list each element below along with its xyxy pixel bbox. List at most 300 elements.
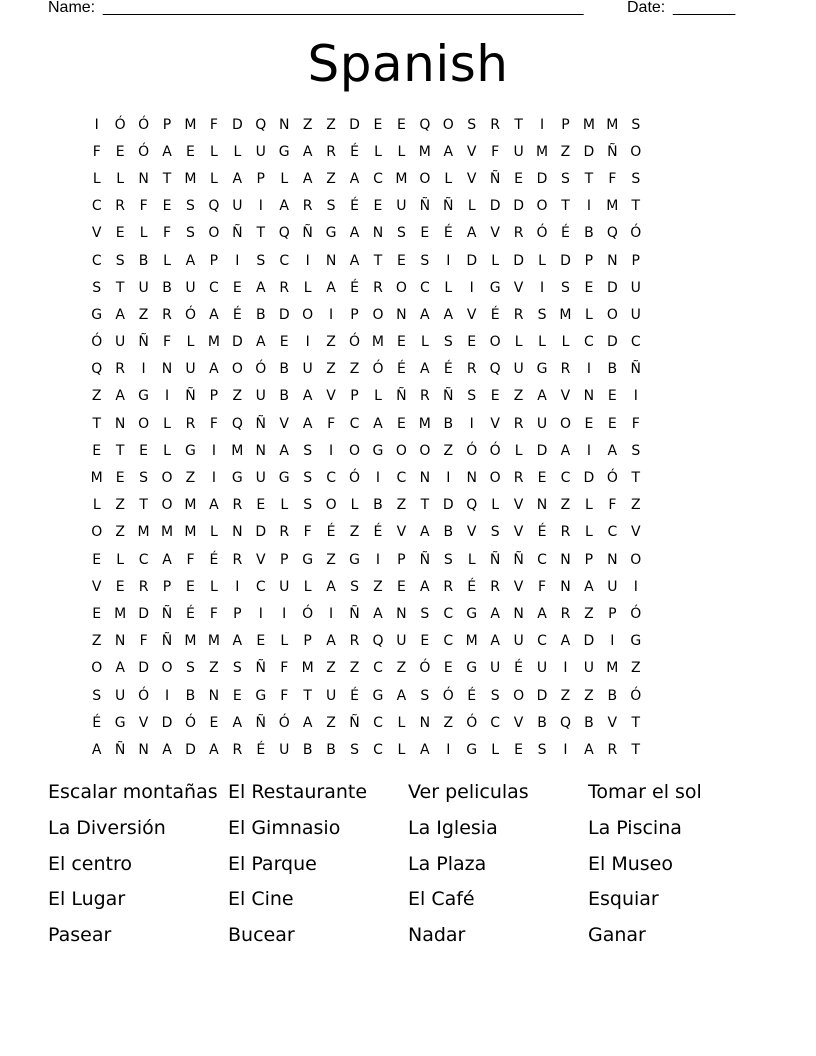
grid-letter: A [560, 442, 571, 459]
grid-letter: A [326, 578, 336, 595]
grid-letter: B [373, 497, 383, 514]
grid-letter: L [491, 497, 500, 514]
grid-letter: Ñ [349, 605, 360, 622]
grid-letter: T [256, 225, 266, 242]
grid-letter: L [163, 415, 171, 432]
grid-letter: I [586, 442, 591, 459]
grid-letter: G [114, 714, 126, 731]
grid-letter: D [489, 198, 501, 215]
grid-letter: L [116, 551, 125, 568]
grid-row [85, 546, 735, 573]
grid-letter: F [163, 225, 172, 242]
grid-letter: É [467, 578, 477, 595]
grid-letter: U [513, 633, 524, 650]
grid-letter: L [210, 578, 218, 595]
grid-letter: Ñ [232, 225, 243, 242]
grid-letter: U [185, 361, 196, 378]
grid-letter: A [584, 578, 594, 595]
grid-letter: É [326, 524, 336, 541]
grid-letter: M [184, 497, 197, 514]
grid-letter: C [584, 334, 594, 351]
grid-letter: M [114, 605, 127, 622]
grid-letter: A [115, 306, 125, 323]
grid-letter: D [606, 334, 618, 351]
grid-letter: Ó [630, 687, 642, 704]
grid-letter: É [490, 306, 500, 323]
grid-letter: Ó [536, 225, 548, 242]
grid-letter: É [186, 605, 195, 622]
grid-letter: N [396, 605, 407, 622]
grid-letter: D [606, 279, 618, 296]
grid-letter: E [514, 170, 524, 187]
grid-letter: A [115, 660, 125, 677]
grid-letter: B [584, 714, 594, 731]
grid-letter: A [326, 633, 336, 650]
grid-letter: M [418, 415, 431, 432]
grid-letter: Q [372, 633, 384, 650]
grid-letter: M [395, 170, 408, 187]
grid-letter: U [396, 198, 407, 215]
grid-letter: C [209, 279, 219, 296]
grid-letter: I [633, 388, 638, 405]
grid-letter: P [256, 170, 265, 187]
grid-letter: U [630, 306, 641, 323]
grid-letter: G [466, 605, 478, 622]
grid-letter: N [138, 741, 149, 758]
grid-letter: A [302, 388, 313, 405]
grid-letter: R [115, 198, 126, 215]
grid-letter: Z [584, 605, 594, 622]
word-list-item: El centro [48, 852, 132, 875]
grid-letter: G [489, 279, 501, 296]
grid-letter: U [115, 334, 126, 351]
grid-letter: U [255, 470, 266, 487]
grid-letter: M [535, 143, 549, 160]
grid-letter: Ñ [255, 660, 267, 677]
grid-letter: Ñ [161, 605, 173, 622]
grid-letter: E [514, 741, 524, 758]
grid-letter: A [373, 605, 383, 622]
grid-letter: L [467, 551, 476, 568]
grid-letter: M [184, 116, 197, 133]
grid-letter: Ó [606, 470, 618, 487]
grid-letter: Z [396, 497, 407, 514]
grid-letter: É [443, 361, 453, 378]
grid-letter: I [329, 306, 334, 323]
grid-letter: Ñ [255, 415, 267, 432]
grid-letter: R [232, 497, 243, 514]
grid-letter: D [560, 252, 571, 269]
grid-letter: S [467, 388, 477, 405]
grid-letter: B [279, 388, 290, 405]
grid-letter: S [350, 578, 359, 595]
grid-letter: O [630, 143, 642, 160]
word-list-item: La Diversión [48, 816, 166, 839]
grid-letter: F [209, 605, 218, 622]
grid-letter: O [138, 415, 150, 432]
grid-letter: Ó [630, 605, 642, 622]
grid-letter: M [184, 524, 197, 541]
grid-letter: R [302, 198, 313, 215]
grid-letter: S [92, 279, 102, 296]
grid-letter: R [232, 551, 243, 568]
grid-letter: P [397, 551, 406, 568]
grid-letter: Ó [372, 361, 384, 378]
grid-letter: A [349, 225, 360, 242]
grid-letter: C [255, 578, 266, 595]
grid-letter: R [513, 470, 524, 487]
grid-letter: S [420, 687, 430, 704]
grid-letter: L [444, 170, 453, 187]
grid-letter: O [231, 361, 243, 378]
grid-row [85, 410, 735, 437]
grid-letter: Ñ [607, 143, 618, 160]
grid-letter: O [489, 334, 501, 351]
grid-letter: R [466, 361, 477, 378]
grid-letter: A [373, 415, 383, 432]
grid-letter: Q [419, 116, 431, 133]
grid-letter: V [490, 225, 500, 242]
grid-letter: É [537, 524, 547, 541]
grid-letter: T [373, 252, 383, 269]
grid-letter: R [138, 578, 149, 595]
grid-letter: S [631, 442, 641, 459]
grid-letter: T [115, 442, 125, 459]
grid-letter: B [537, 714, 547, 731]
name-field-line[interactable]: ______________________________________________________ [103, 0, 584, 16]
grid-letter: A [490, 633, 500, 650]
grid-letter: S [467, 116, 477, 133]
grid-letter: N [560, 551, 571, 568]
word-list [48, 780, 768, 959]
grid-row [85, 437, 735, 464]
word-list-item: Nadar [408, 924, 466, 946]
grid-letter: O [606, 306, 618, 323]
grid-letter: M [418, 143, 431, 160]
grid-letter: V [513, 714, 524, 731]
grid-letter: B [326, 741, 336, 758]
grid-letter: Ó [138, 116, 150, 133]
grid-letter: Q [489, 361, 501, 378]
grid-letter: T [162, 170, 172, 187]
grid-letter: N [607, 252, 618, 269]
grid-row [85, 736, 735, 763]
grid-letter: L [491, 252, 500, 269]
grid-letter: A [185, 252, 196, 269]
grid-letter: R [513, 225, 524, 242]
grid-letter: Z [185, 470, 196, 487]
grid-letter: A [396, 687, 407, 704]
grid-letter: L [397, 143, 406, 160]
grid-letter: L [210, 170, 218, 187]
grid-letter: F [163, 334, 172, 351]
grid-letter: F [491, 143, 500, 160]
grid-letter: U [630, 279, 641, 296]
grid-letter: O [489, 470, 501, 487]
grid-letter: N [114, 415, 126, 432]
grid-letter: É [561, 225, 570, 242]
grid-letter: O [419, 442, 431, 459]
grid-letter: Q [278, 225, 290, 242]
grid-letter: F [280, 687, 289, 704]
grid-letter: A [209, 741, 219, 758]
page-title: Spanish [307, 35, 509, 93]
grid-letter: Ó [349, 334, 361, 351]
grid-letter: V [326, 388, 336, 405]
grid-letter: D [442, 497, 454, 514]
grid-letter: E [115, 578, 125, 595]
grid-letter: U [255, 143, 266, 160]
grid-letter: G [278, 143, 290, 160]
grid-letter: I [305, 252, 310, 269]
grid-letter: T [420, 497, 430, 514]
grid-letter: N [466, 470, 477, 487]
grid-letter: Z [115, 497, 125, 514]
grid-letter: V [91, 225, 102, 242]
grid-letter: A [420, 524, 430, 541]
grid-letter: I [211, 470, 216, 487]
grid-letter: R [162, 306, 172, 323]
grid-letter: V [607, 714, 618, 731]
header [48, 0, 748, 20]
grid-letter: Q [208, 198, 220, 215]
grid-letter: E [92, 605, 102, 622]
grid-letter: A [349, 170, 360, 187]
grid-letter: D [536, 442, 548, 459]
grid-letter: E [396, 578, 406, 595]
grid-letter: A [420, 741, 430, 758]
grid-letter: Z [373, 578, 383, 595]
grid-letter: Q [91, 361, 103, 378]
grid-letter: L [92, 497, 101, 514]
grid-letter: N [255, 442, 267, 459]
grid-letter: A [232, 633, 243, 650]
grid-letter: E [115, 470, 125, 487]
grid-letter: E [139, 442, 149, 459]
grid-letter: I [563, 660, 568, 677]
grid-letter: D [536, 687, 548, 704]
grid-letter: V [255, 551, 266, 568]
grid-letter: R [443, 578, 454, 595]
grid-letter: Ñ [302, 225, 313, 242]
grid-letter: Ó [184, 306, 196, 323]
grid-letter: Ñ [185, 388, 196, 405]
word-list-item: Esquiar [588, 888, 659, 911]
grid-letter: T [115, 279, 125, 296]
grid-letter: R [349, 633, 360, 650]
grid-letter: R [560, 524, 571, 541]
grid-letter: N [419, 714, 431, 731]
grid-letter: C [373, 660, 383, 677]
grid-letter: L [163, 442, 171, 459]
word-list-item: La Piscina [588, 816, 682, 839]
grid-letter: C [630, 334, 641, 351]
grid-letter: O [559, 415, 571, 432]
grid-letter: C [560, 470, 571, 487]
grid-letter: S [420, 252, 430, 269]
grid-letter: E [396, 252, 406, 269]
grid-letter: L [538, 252, 546, 269]
grid-letter: U [536, 415, 548, 432]
grid-letter: Ñ [419, 198, 431, 215]
grid-letter: Ó [630, 225, 642, 242]
grid-letter: O [442, 116, 454, 133]
grid-letter: I [469, 279, 474, 296]
grid-letter: R [419, 388, 430, 405]
grid-letter: U [396, 633, 407, 650]
grid-letter: É [350, 143, 359, 160]
grid-letter: I [586, 361, 591, 378]
grid-letter: P [162, 578, 172, 595]
grid-letter: E [115, 143, 125, 160]
grid-letter: Z [115, 524, 125, 541]
grid-letter: R [607, 741, 618, 758]
grid-letter: G [278, 470, 290, 487]
grid-letter: D [349, 116, 360, 133]
grid-letter: E [92, 551, 102, 568]
grid-letter: T [303, 687, 312, 704]
grid-letter: É [209, 551, 219, 568]
grid-letter: D [583, 633, 595, 650]
grid-letter: P [279, 551, 289, 568]
word-list-item: El Lugar [48, 888, 126, 911]
grid-letter: U [325, 687, 337, 704]
grid-row [85, 165, 735, 192]
grid-letter: G [349, 551, 360, 568]
grid-letter: U [279, 741, 290, 758]
grid-letter: U [583, 660, 595, 677]
grid-letter: D [583, 143, 595, 160]
grid-letter: R [513, 415, 524, 432]
grid-letter: C [443, 633, 454, 650]
grid-letter: M [137, 524, 150, 541]
grid-letter: É [232, 306, 242, 323]
word-list-item: Ver peliculas [408, 781, 529, 803]
grid-row [85, 193, 735, 220]
grid-letter: Z [349, 524, 360, 541]
grid-letter: M [301, 660, 314, 677]
grid-letter: T [514, 116, 523, 133]
grid-letter: B [162, 279, 172, 296]
grid-letter: S [490, 687, 500, 704]
grid-letter: C [349, 415, 360, 432]
grid-letter: B [607, 687, 618, 704]
grid-letter: A [279, 198, 289, 215]
grid-letter: L [350, 497, 359, 514]
grid-row [85, 247, 735, 274]
grid-letter: T [561, 198, 570, 215]
grid-letter: Ó [442, 687, 454, 704]
grid-letter: O [395, 442, 407, 459]
word-list-item: El Gimnasio [228, 816, 341, 839]
grid-letter: A [209, 497, 219, 514]
grid-letter: O [161, 470, 173, 487]
grid-letter: N [232, 524, 243, 541]
grid-letter: B [443, 524, 454, 541]
grid-letter: N [513, 605, 524, 622]
grid-letter: G [255, 687, 267, 704]
grid-letter: E [396, 116, 406, 133]
grid-letter: P [209, 252, 219, 269]
grid-letter: E [256, 497, 266, 514]
grid-letter: M [606, 660, 619, 677]
grid-letter: A [255, 334, 266, 351]
grid-letter: S [396, 225, 406, 242]
grid-letter: A [420, 578, 430, 595]
grid-letter: B [255, 306, 266, 323]
grid-letter: D [583, 470, 595, 487]
grid-letter: U [513, 143, 524, 160]
grid-letter: Z [138, 306, 149, 323]
grid-letter: O [372, 306, 384, 323]
grid-letter: Z [209, 660, 219, 677]
grid-letter: P [350, 306, 359, 323]
grid-letter: U [185, 279, 196, 296]
grid-letter: E [537, 470, 547, 487]
grid-letter: G [91, 306, 103, 323]
grid-letter: Ñ [396, 388, 407, 405]
grid-letter: S [537, 741, 547, 758]
grid-letter: E [373, 198, 383, 215]
grid-letter: I [141, 361, 146, 378]
grid-letter: Ó [138, 687, 150, 704]
grid-letter: F [608, 497, 617, 514]
grid-letter: Q [231, 415, 243, 432]
grid-row [85, 274, 735, 301]
grid-letter: V [630, 524, 641, 541]
word-list-item: Ganar [588, 924, 646, 946]
grid-letter: I [282, 605, 287, 622]
grid-letter: M [559, 306, 572, 323]
grid-letter: F [303, 524, 312, 541]
grid-letter: V [466, 170, 477, 187]
grid-letter: M [606, 116, 619, 133]
date-field-line[interactable]: _______ [673, 0, 736, 16]
grid-letter: U [607, 578, 618, 595]
grid-letter: Z [584, 687, 594, 704]
grid-letter: D [536, 170, 548, 187]
grid-letter: O [208, 225, 220, 242]
grid-letter: O [325, 497, 337, 514]
grid-letter: F [186, 551, 195, 568]
grid-letter: C [326, 470, 336, 487]
grid-letter: Ñ [443, 198, 454, 215]
letter-grid [85, 111, 735, 764]
grid-letter: Z [326, 116, 336, 133]
grid-letter: V [466, 524, 477, 541]
grid-letter: O [536, 198, 548, 215]
grid-letter: U [232, 198, 243, 215]
grid-letter: I [563, 741, 568, 758]
word-list-item: La Plaza [408, 852, 487, 875]
grid-letter: L [303, 578, 312, 595]
grid-letter: I [258, 605, 263, 622]
grid-letter: M [207, 334, 220, 351]
grid-letter: S [256, 252, 266, 269]
grid-letter: I [539, 279, 545, 296]
grid-letter: L [397, 714, 406, 731]
grid-letter: Q [255, 116, 267, 133]
grid-letter: I [164, 388, 170, 405]
grid-letter: S [561, 170, 570, 187]
grid-letter: P [631, 252, 640, 269]
grid-letter: Ñ [419, 551, 431, 568]
grid-letter: S [232, 660, 242, 677]
grid-letter: Ó [255, 361, 267, 378]
grid-letter: I [539, 116, 545, 133]
grid-letter: C [443, 605, 454, 622]
grid-letter: C [537, 551, 547, 568]
